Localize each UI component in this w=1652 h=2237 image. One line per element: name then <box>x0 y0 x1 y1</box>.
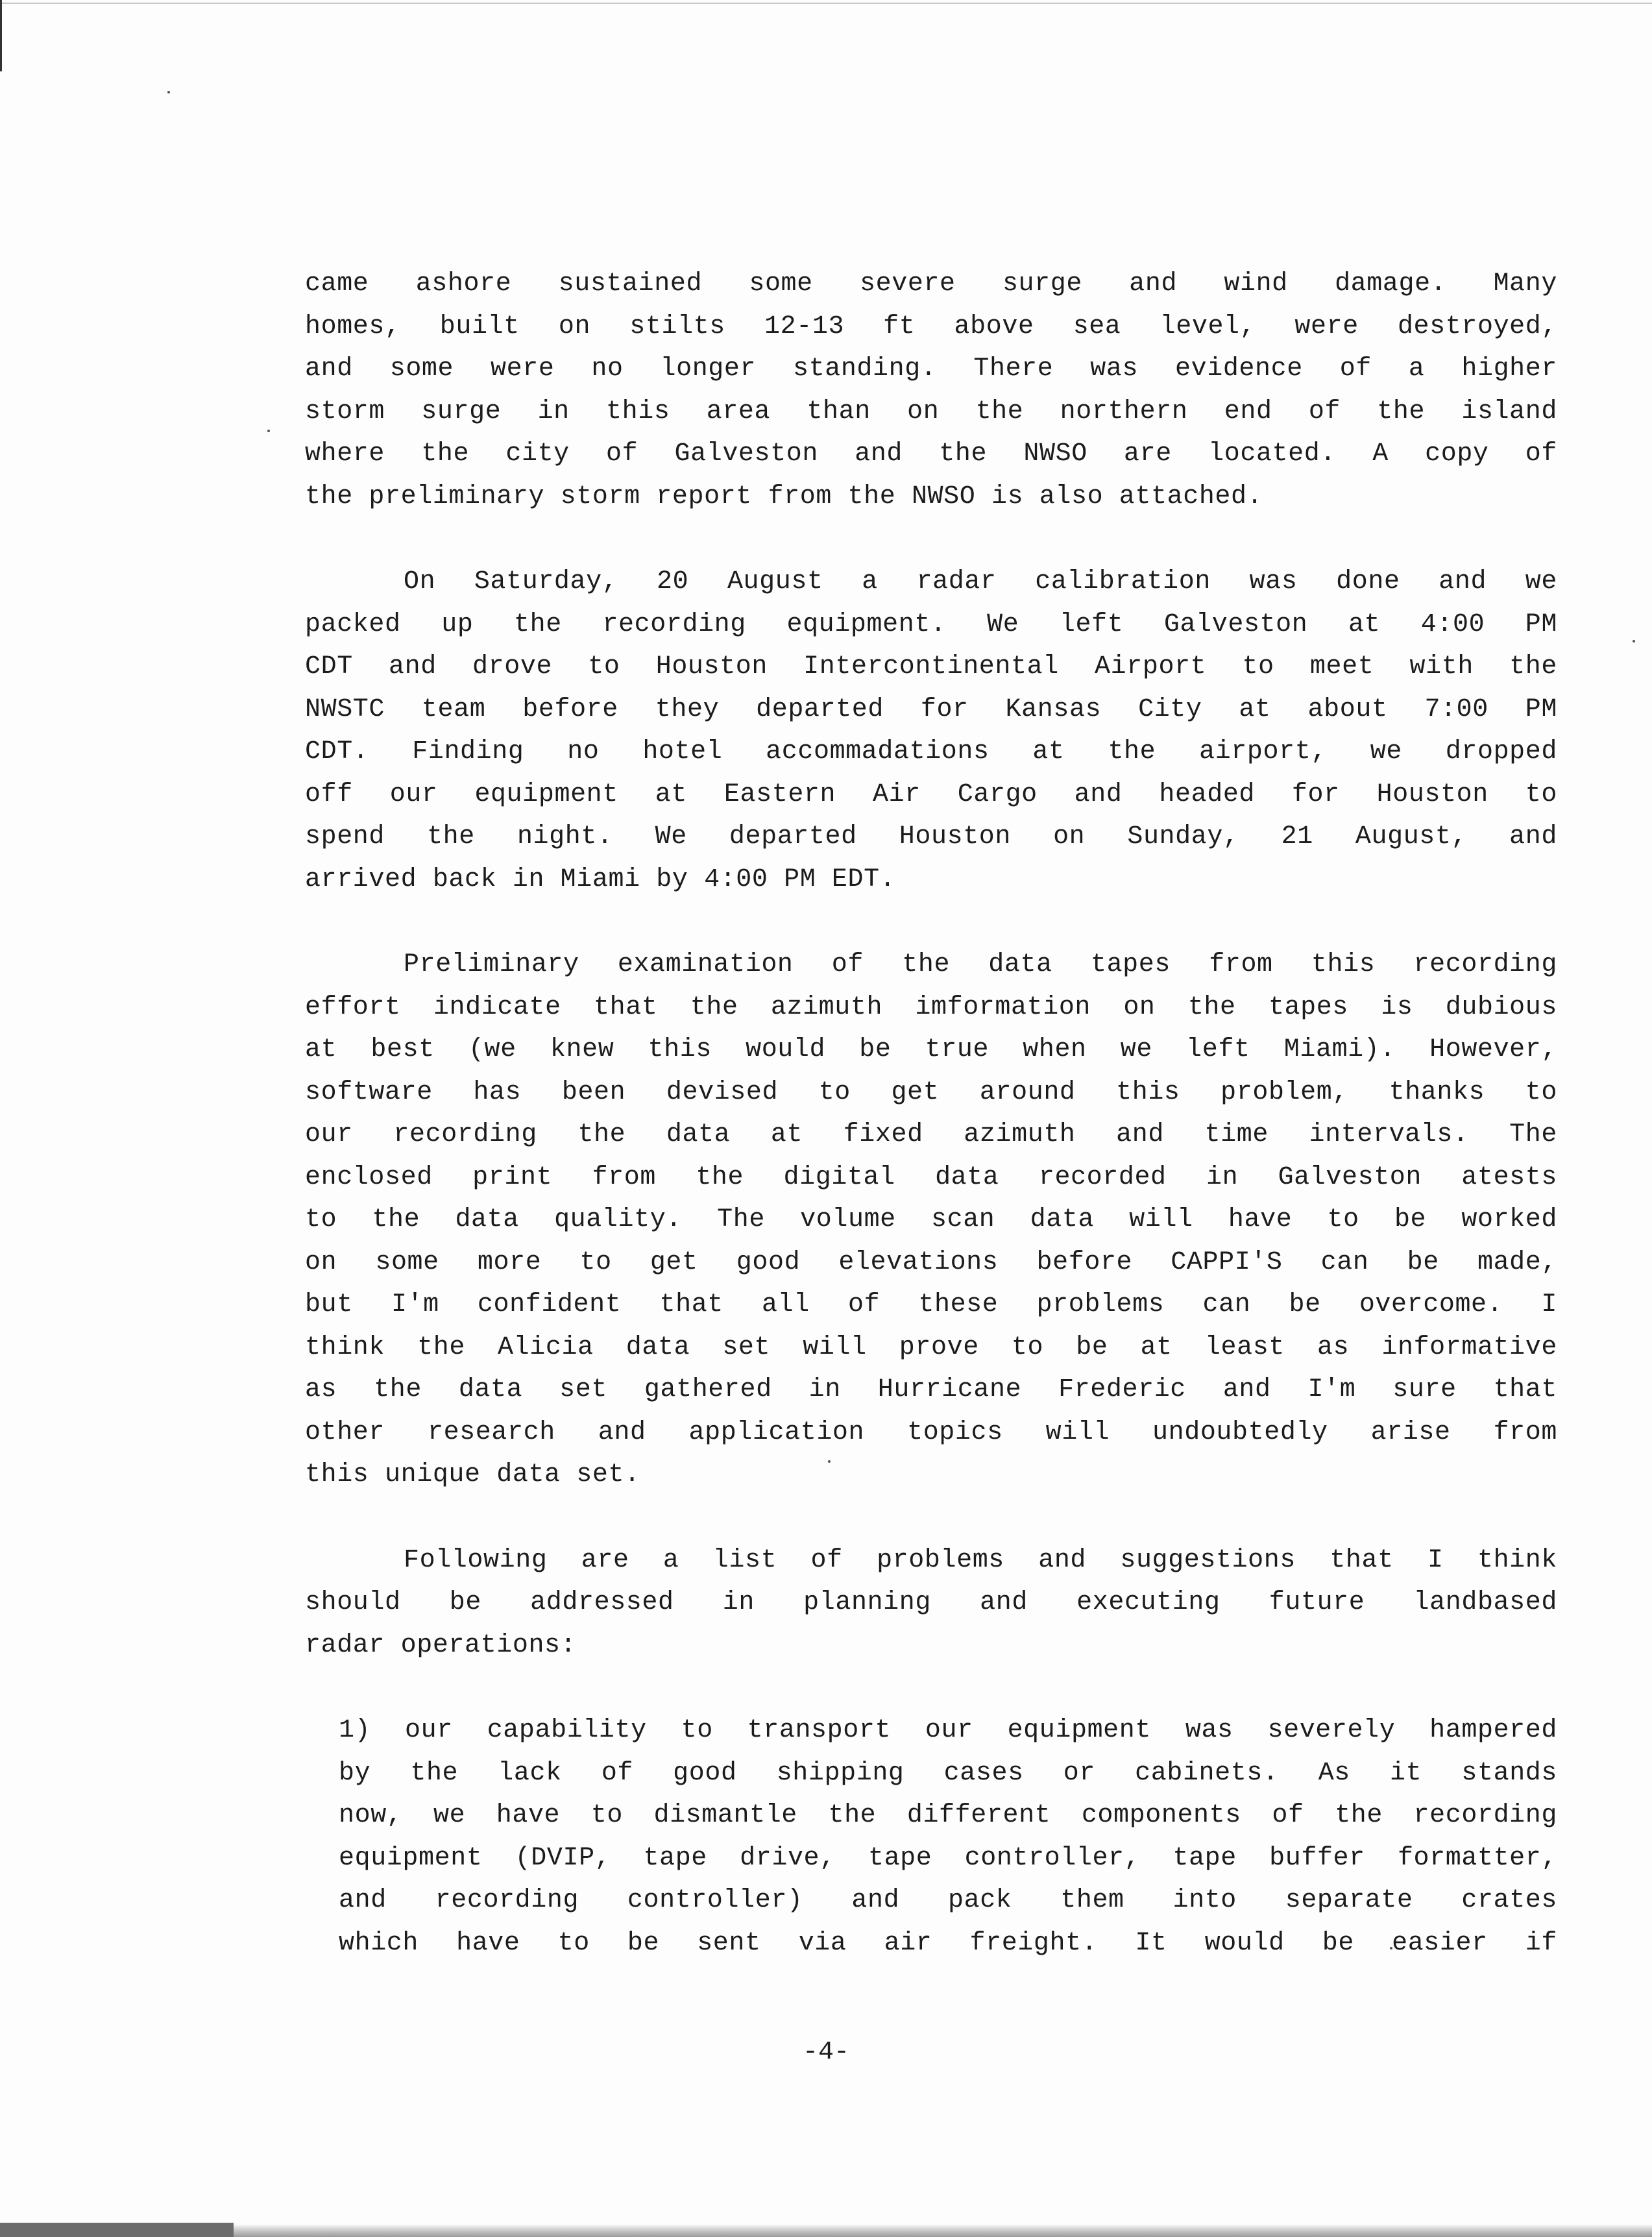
text-line: 1) our capability to transport our equipment was severely hampered <box>339 1716 1557 1745</box>
text-line: should be addressed in planning and executing future landbased <box>305 1588 1557 1617</box>
text-line: to the data quality. The volume scan data will have to be worked <box>305 1205 1557 1234</box>
text-line: now, we have to dismantle the different components of the recording <box>339 1801 1557 1830</box>
text-line: as the data set gathered in Hurricane Frederic and I'm sure that <box>305 1375 1557 1404</box>
text-line: at best (we knew this would be true when we left Miami). However, <box>305 1035 1557 1064</box>
text-line: homes, built on stilts 12-13 ft above sea level, were destroyed, <box>305 312 1557 341</box>
text-line: by the lack of good shipping cases or cabinets. As it stands <box>339 1758 1557 1788</box>
text-line: the preliminary storm report from the NWSO is also attached. <box>305 482 1263 511</box>
scan-speck <box>267 430 270 432</box>
text-line: came ashore sustained some severe surge and wind damage. Many <box>305 269 1557 299</box>
text-line: our recording the data at fixed azimuth and time intervals. The <box>305 1120 1557 1149</box>
text-line: effort indicate that the azimuth imformation on the tapes is dubious <box>305 992 1557 1022</box>
text-line: packed up the recording equipment. We left Galveston at 4:00 PM <box>305 609 1557 639</box>
text-line: On Saturday, 20 August a radar calibration was done and we <box>404 567 1557 596</box>
text-line: NWSTC team before they departed for Kansas City at about 7:00 PM <box>305 694 1557 724</box>
text-line: radar operations: <box>305 1630 577 1660</box>
text-line: software has been devised to get around this problem, thanks to <box>305 1077 1557 1107</box>
paragraph-departure <box>305 561 1557 901</box>
text-line: Following are a list of problems and suggestions that I think <box>404 1545 1557 1575</box>
paragraph-surge-damage <box>305 263 1557 518</box>
scan-speck <box>167 91 170 93</box>
text-line: which have to be sent via air freight. It would be easier if <box>339 1928 1557 1958</box>
text-line: Preliminary examination of the data tapes from this recording <box>404 950 1557 979</box>
paragraph-gap <box>305 1667 1557 1709</box>
text-line: storm surge in this area than on the northern end of the island <box>305 397 1557 426</box>
scan-bottom-left-mark <box>0 2223 234 2237</box>
text-line: think the Alicia data set will prove to be at least as informative <box>305 1332 1557 1362</box>
paragraph-gap <box>305 1497 1557 1539</box>
paragraph-data-examination <box>305 944 1557 1497</box>
scan-left-edge-mark <box>0 0 2 71</box>
text-line: and some were no longer standing. There was evidence of a higher <box>305 354 1557 384</box>
text-line: arrived back in Miami by 4:00 PM EDT. <box>305 864 896 894</box>
text-line: equipment (DVIP, tape drive, tape controller, tape buffer formatter, <box>339 1843 1557 1873</box>
paragraph-problems-intro <box>305 1539 1557 1667</box>
text-line: this unique data set. <box>305 1460 640 1489</box>
page-number: -4- <box>802 2038 849 2067</box>
text-line: off our equipment at Eastern Air Cargo and headed for Houston to <box>305 779 1557 809</box>
scan-speck <box>1633 640 1635 642</box>
text-line: other research and application topics will undoubtedly arise from <box>305 1417 1557 1447</box>
text-line: CDT. Finding no hotel accommadations at the airport, we dropped <box>305 737 1557 766</box>
scan-top-rule <box>0 3 1652 4</box>
text-line: CDT and drove to Houston Intercontinental Airport to meet with the <box>305 652 1557 681</box>
text-line: but I'm confident that all of these problems can be overcome. I <box>305 1290 1557 1319</box>
text-line: and recording controller) and pack them into separate crates <box>339 1886 1557 1915</box>
text-line: enclosed print from the digital data recorded in Galveston atests <box>305 1162 1557 1192</box>
paragraph-gap <box>305 518 1557 561</box>
text-line: spend the night. We departed Houston on Sunday, 21 August, and <box>305 822 1557 851</box>
scan-bottom-edge <box>0 2224 1652 2237</box>
body-text <box>305 263 1557 1964</box>
list-item-1 <box>339 1709 1557 1964</box>
text-line: where the city of Galveston and the NWSO are located. A copy of <box>305 439 1557 469</box>
text-line: on some more to get good elevations before CAPPI'S can be made, <box>305 1247 1557 1277</box>
paragraph-gap <box>305 901 1557 944</box>
